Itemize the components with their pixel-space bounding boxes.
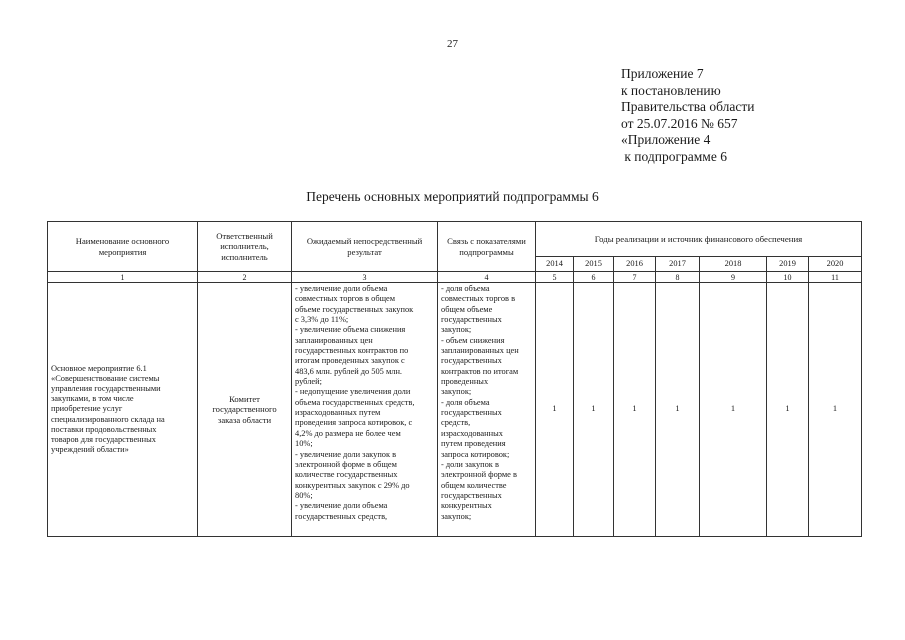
events-table	[47, 221, 862, 537]
event-name-line: Основное мероприятие 6.1	[51, 363, 147, 373]
year-value-cell: 1	[574, 283, 614, 537]
year-header: 2019	[767, 257, 809, 272]
indicator-line: запланированных цен	[441, 346, 519, 356]
result-line: объеме государственных закупок	[295, 304, 414, 314]
responsible-line: Комитет	[229, 393, 260, 404]
year-header: 2017	[656, 257, 700, 272]
appendix-line: «Приложение 4	[621, 132, 711, 147]
result-line: - увеличение доли объема	[295, 284, 388, 293]
event-name-line: закупками, в том числе	[51, 394, 134, 404]
appendix-line: от 25.07.2016 № 657	[621, 115, 738, 131]
indicator-line: израсходованных	[441, 428, 503, 438]
result-line: - увеличение объема снижения	[295, 325, 406, 335]
events-table-container	[47, 221, 862, 537]
result-line: объема государственных средств,	[295, 397, 415, 407]
indicator-line: государственных	[441, 490, 502, 500]
column-number: 11	[809, 272, 862, 283]
header-name: Наименование основного мероприятия	[48, 222, 198, 272]
year-header: 2015	[574, 257, 614, 272]
event-name-line: управления государственными	[51, 383, 161, 393]
indicator-line: электронной форме в	[441, 470, 517, 480]
result-line: количестве государственных	[295, 470, 398, 480]
column-number: 4	[438, 272, 536, 283]
header-row	[48, 222, 862, 257]
indicator-line: средств,	[441, 418, 471, 428]
indicator-line: - объем снижения	[441, 335, 505, 345]
indicator-line: совместных торгов в	[441, 294, 516, 304]
indicator-line: - доля объема	[441, 284, 490, 293]
indicator-line: государственных	[441, 408, 502, 418]
year-value-cell: 1	[536, 283, 574, 537]
indicator-line: закупок;	[441, 387, 472, 397]
event-name-line: учреждений области»	[51, 445, 129, 455]
year-value-cell: 1	[700, 283, 767, 537]
indicator-line: запроса котировок;	[441, 449, 510, 459]
indicator-line: - доли закупок в	[441, 459, 499, 469]
year-header: 2020	[809, 257, 862, 272]
event-name-line: «Совершенствование системы	[51, 373, 160, 383]
page-number: 27	[447, 38, 458, 50]
result-line: конкурентных закупок с 29% до	[295, 480, 410, 490]
header-years-group: Годы реализации и источник финансового обеспечения	[536, 222, 862, 257]
year-header: 2014	[536, 257, 574, 272]
column-number: 7	[614, 272, 656, 283]
result-line: 4,2% до размера не более чем	[295, 428, 401, 438]
result-line: с 3,3% до 11%;	[295, 315, 349, 325]
result-line: - увеличение доли объема	[295, 501, 388, 511]
result-line: электронной форме в общем	[295, 459, 397, 469]
year-header: 2016	[614, 257, 656, 272]
indicator-line: общем объеме	[441, 304, 493, 314]
indicator-line: закупок;	[441, 511, 472, 521]
year-value-cell: 1	[656, 283, 700, 537]
year-value-cell: 1	[767, 283, 809, 537]
appendix-line: к постановлению	[621, 82, 721, 98]
indicator-line: конкурентных	[441, 501, 492, 511]
indicator-line: государственных	[441, 356, 502, 366]
expected-result-cell	[292, 283, 438, 537]
result-line: государственных контрактов по	[295, 346, 409, 356]
result-line: государственных средств,	[295, 511, 388, 521]
column-number: 2	[198, 272, 292, 283]
result-line: запланированных цен	[295, 335, 373, 345]
responsible-line: государственного	[212, 404, 277, 415]
indicator-line: государственных	[441, 315, 502, 325]
event-name-line: специализированного склада на	[51, 414, 165, 424]
result-line: израсходованных путем	[295, 408, 381, 418]
appendix-line: Приложение 7	[621, 66, 704, 81]
year-value-cell: 1	[614, 283, 656, 537]
appendix-line: к подпрограмме 6	[621, 148, 727, 164]
indicator-line: контрактов по итогам	[441, 366, 519, 376]
appendix-line: Правительства области	[621, 99, 755, 114]
column-number: 1	[48, 272, 198, 283]
column-number-row	[48, 272, 862, 283]
event-name-line: приобретение услуг	[51, 404, 123, 414]
year-value-cell: 1	[809, 283, 862, 537]
result-line: - недопущение увеличения доли	[295, 387, 411, 397]
document-title: Перечень основных мероприятий подпрограммы 6	[306, 189, 599, 204]
header-responsible: Ответственный исполнитель, исполнитель	[198, 222, 292, 272]
result-line: - увеличение доли закупок в	[295, 449, 397, 459]
indicator-line: проведенных	[441, 377, 489, 387]
appendix-block	[621, 66, 754, 165]
result-line: совместных торгов в общем	[295, 294, 396, 304]
responsible-line: заказа области	[217, 414, 272, 425]
column-number: 5	[536, 272, 574, 283]
result-line: 80%;	[295, 490, 313, 500]
result-line: рублей;	[295, 377, 322, 387]
result-line: итогам проведенных закупок с	[295, 356, 405, 366]
header-result: Ожидаемый непосредственный результат	[292, 222, 438, 272]
column-number: 10	[767, 272, 809, 283]
header-indicators: Связь с показателями подпрограммы	[438, 222, 536, 272]
column-number: 6	[574, 272, 614, 283]
result-line: 10%;	[295, 439, 313, 449]
responsible-cell	[198, 283, 292, 537]
column-number: 9	[700, 272, 767, 283]
event-name-line: поставки продовольственных	[51, 424, 157, 434]
column-number: 3	[292, 272, 438, 283]
indicator-line: общем количестве	[441, 480, 507, 490]
result-line: 483,6 млн. рублей до 505 млн.	[295, 366, 403, 376]
year-header: 2018	[700, 257, 767, 272]
result-line: проведения запроса котировок, с	[295, 418, 413, 428]
event-name-line: товаров для государственных	[51, 435, 156, 444]
indicators-cell	[438, 283, 536, 537]
event-name-cell	[48, 283, 198, 537]
table-row	[48, 283, 862, 537]
column-number: 8	[656, 272, 700, 283]
indicator-line: путем проведения	[441, 439, 506, 449]
indicator-line: закупок;	[441, 325, 472, 335]
indicator-line: - доля объема	[441, 397, 490, 407]
